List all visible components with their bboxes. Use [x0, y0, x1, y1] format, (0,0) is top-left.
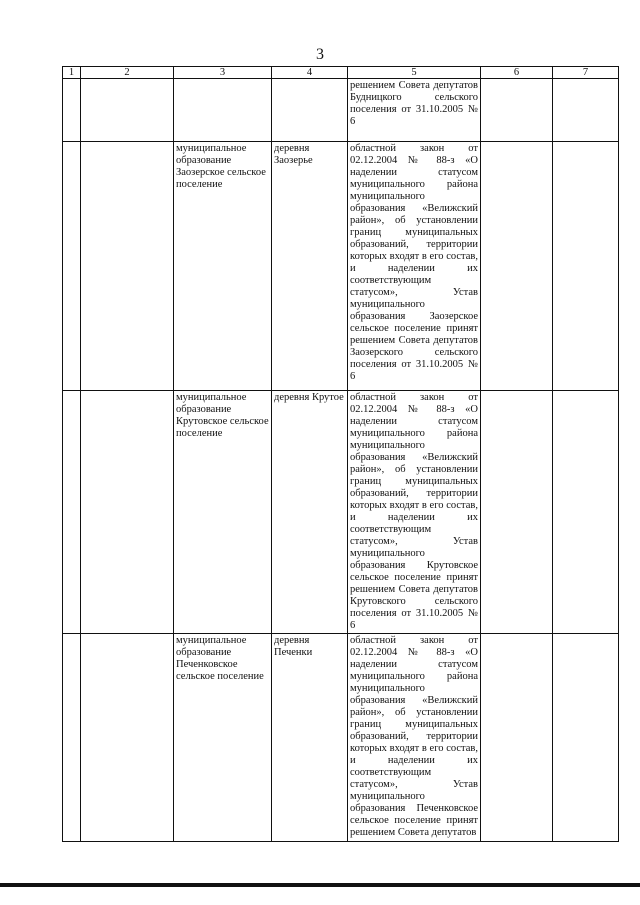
table-row	[63, 142, 619, 391]
col-header-2: 2	[81, 67, 174, 79]
col-header-6: 6	[481, 67, 553, 79]
cell-district	[81, 142, 174, 391]
col-header-1: 1	[63, 67, 81, 79]
cell-municipality: муниципальное образование Заозерское сельское поселение	[174, 142, 272, 391]
col-header-5: 5	[348, 67, 481, 79]
bottom-rule	[0, 883, 640, 887]
cell-col6	[481, 142, 553, 391]
municipal-table	[62, 66, 619, 842]
col-header-3: 3	[174, 67, 272, 79]
cell-municipality: муниципальное образование Крутовское сельское поселение	[174, 391, 272, 634]
table-row	[63, 634, 619, 842]
cell-col6	[481, 634, 553, 842]
cell-legal-basis: областной закон от 02.12.2004 № 88-з «О наделении статусом муниципального района муниципального образования «Велижский район», об установлении границ муниципальных образований, территории которых входят в его состав, и наделении их соответствующим статусом», Устав муниципального образования Заозерское сельское поселение принят решением Совета депутатов Заозерского сельского поселения от 31.10.2005 № 6	[348, 142, 481, 391]
cell-municipality	[174, 79, 272, 142]
cell-center	[272, 79, 348, 142]
cell-municipality: муниципальное образование Печенковское сельское поселение	[174, 634, 272, 842]
cell-district	[81, 79, 174, 142]
cell-index	[63, 142, 81, 391]
cell-index	[63, 79, 81, 142]
cell-col6	[481, 391, 553, 634]
page-number: 3	[316, 46, 324, 63]
table-row	[63, 79, 619, 142]
col-header-4: 4	[272, 67, 348, 79]
table-row	[63, 391, 619, 634]
cell-district	[81, 634, 174, 842]
cell-index	[63, 634, 81, 842]
cell-center: деревня Крутое	[272, 391, 348, 634]
cell-legal-basis: областной закон от 02.12.2004 № 88-з «О наделении статусом муниципального района муниципального образования «Велижский район», об установлении границ муниципальных образований, территории которых входят в его состав, и наделении их соответствующим статусом», Устав муниципального образования Крутовское сельское поселение принят решением Совета депутатов Крутовского сельского поселения от 31.10.2005 № 6	[348, 391, 481, 634]
cell-col7	[553, 391, 619, 634]
col-header-7: 7	[553, 67, 619, 79]
header-row	[63, 67, 619, 79]
cell-center: деревня Печенки	[272, 634, 348, 842]
cell-col6	[481, 79, 553, 142]
cell-district	[81, 391, 174, 634]
cell-col7	[553, 142, 619, 391]
cell-legal-basis: решением Совета депутатов Будницкого сельского поселения от 31.10.2005 № 6	[348, 79, 481, 142]
cell-col7	[553, 79, 619, 142]
cell-center: деревня Заозерье	[272, 142, 348, 391]
cell-index	[63, 391, 81, 634]
cell-col7	[553, 634, 619, 842]
cell-legal-basis: областной закон от 02.12.2004 № 88-з «О наделении статусом муниципального района муниципального образования «Велижский район», об установлении границ муниципальных образований, территории которых входят в его состав, и наделении их соответствующим статусом», Устав муниципального образования Печенковское сельское поселение принят решением Совета депутатов	[348, 634, 481, 842]
